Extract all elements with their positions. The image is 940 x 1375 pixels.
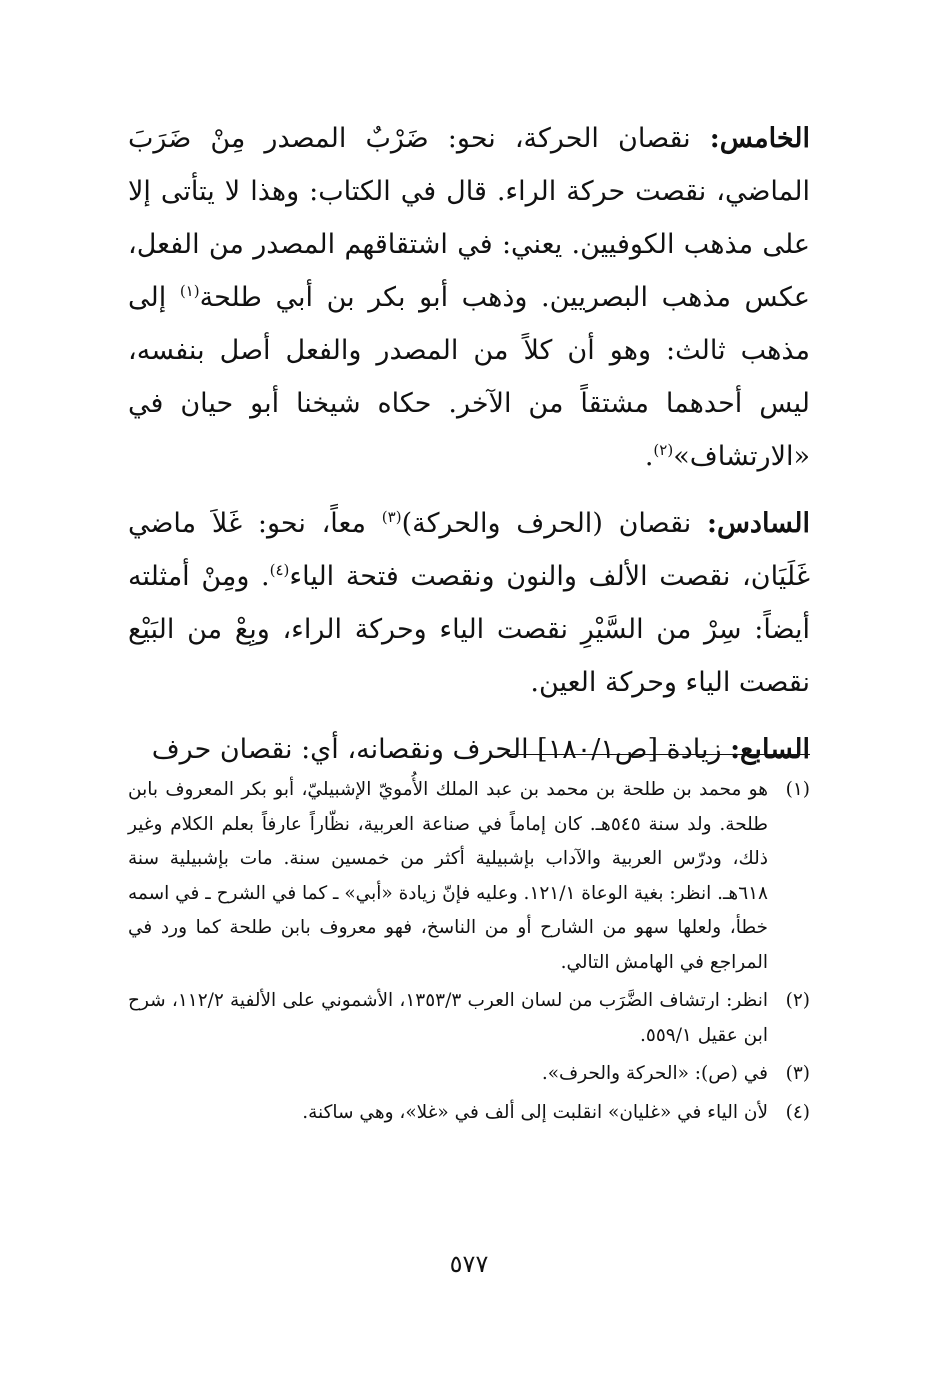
footnote-number: (٣) (785, 1063, 810, 1084)
paragraph-sixth (128, 497, 810, 709)
paragraph-fifth (128, 112, 810, 483)
footnote (128, 773, 810, 980)
paragraph-text: . (644, 441, 654, 472)
paragraph-lead: السادس: (707, 508, 810, 539)
footnote (128, 1096, 810, 1131)
footnote (128, 1057, 810, 1092)
footnote-separator (510, 754, 810, 755)
footnote-ref[interactable]: (٣) (381, 508, 402, 526)
footnote-text: لأن الياء في «غليان» انقلبت إلى ألف في «غلا»، وهي ساكنة. (302, 1101, 768, 1123)
footnotes (128, 773, 810, 1134)
paragraph-text: نقصان الحركة، نحو: ضَرْبٌ المصدر مِنْ ضَرَبَ الماضي، نقصت حركة الراء. قال في الكتاب: وهذا لا يتأتى إلا على مذهب الكوفيين. يعني: في اشتقاقهم المصدر من الفعل، عكس مذهب البصريين. وذهب أبو بكر بن أبي طلحة (128, 123, 810, 313)
footnote-text: انظر: ارتشاف الضَّرَب من لسان العرب ١٣٥٣/٣، الأشموني على الألفية ١١٢/٢، شرح ابن عقيل ٥٥٩/١. (128, 990, 768, 1046)
footnote-number: (٤) (785, 1101, 810, 1123)
footnote-ref[interactable]: (١) (179, 282, 200, 300)
footnote-number: (٢) (785, 990, 810, 1011)
footnote-ref[interactable]: (٢) (653, 441, 674, 459)
paragraph-text: . ومِنْ أمثلته أيضاً: سِرْ من السَّيْرِ نقصت الياء وحركة الراء، وبِعْ من البَيْع نقصت الياء وحركة العين. (128, 561, 810, 698)
footnote-text: هو محمد بن طلحة بن محمد بن عبد الملك الأُمويّ الإشبيليّ، أبو بكر المعروف بابن طلحة. ولد سنة ٥٤٥هـ. كان إماماً في صناعة العربية، نظّاراً عارفاً بعلم الكلام وغير ذلك، ودرّس العربية والآداب بإشبيلية أكثر من خمسين سنة. مات بإشبيلية سنة ٦١٨هـ. انظر: بغية الوعاة ١٢١/١. وعليه فإنّ زيادة «أبي» ـ كما في الشرح ـ في اسمه خطأ، ولعلها سهو من الشارح أو من الناسخ، فهو معروف بابن طلحة كما ورد في المراجع في الهامش التالي. (128, 779, 769, 973)
footnote (128, 984, 810, 1053)
paragraph-text: معاً، نحو: غَلاَ ماضي غَلَيَان، نقصت الألف والنون ونقصت فتحة الياء (128, 508, 810, 592)
page-number: ٥٧٧ (449, 1250, 489, 1278)
paragraph-seventh (128, 723, 810, 776)
footnote-number: (١) (785, 779, 810, 800)
footnote-text: في (ص): «الحركة والحرف». (541, 1063, 768, 1084)
paragraph-text: إلى مذهب ثالث: وهو أن كلاً من المصدر والفعل أصل بنفسه، ليس أحدهما مشتقاً من الآخر. حكاه شيخنا أبو حيان في «الارتشاف» (128, 282, 810, 472)
main-text (128, 112, 810, 790)
book-page (128, 0, 810, 1375)
paragraph-lead: السابع: (730, 734, 810, 765)
paragraph-text: نقصان (الحرف والحركة) (401, 508, 707, 539)
paragraph-lead: الخامس: (709, 123, 810, 154)
paragraph-text: زيادة [ص١٨٠/١] الحرف ونقصانه، أي: نقصان حرف (151, 734, 731, 765)
footnote-ref[interactable]: (٤) (269, 561, 290, 579)
